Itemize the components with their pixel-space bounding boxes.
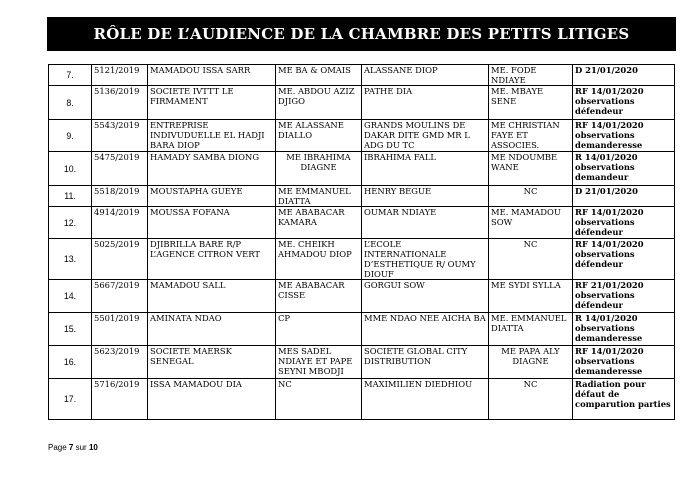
cell-case-reference: 5025/2019 xyxy=(92,239,148,280)
cell-plaintiff: MAMADOU ISSA SARR xyxy=(148,65,276,86)
cell-row-number: 9. xyxy=(49,120,92,152)
table-row xyxy=(49,65,675,86)
cell-row-number: 11. xyxy=(49,186,92,207)
table-row xyxy=(49,86,675,120)
cell-decision: RF 21/01/2020 observations défendeur xyxy=(573,280,675,313)
page-title-banner xyxy=(47,17,676,51)
cell-plaintiff-counsel: ME IBRAHIMA DIAGNE xyxy=(276,152,362,186)
cell-decision: D 21/01/2020 xyxy=(573,186,675,207)
footer-page-number: 7 xyxy=(68,443,74,452)
table-row xyxy=(49,313,675,346)
footer-page-total: 10 xyxy=(88,443,98,452)
cell-plaintiff: AMINATA NDAO xyxy=(148,313,276,346)
cell-case-reference: 5501/2019 xyxy=(92,313,148,346)
cell-plaintiff: MOUSTAPHA GUEYE xyxy=(148,186,276,207)
table-row xyxy=(49,152,675,186)
cell-case-reference: 5136/2019 xyxy=(92,86,148,120)
cell-plaintiff-counsel: CP xyxy=(276,313,362,346)
cell-plaintiff-counsel: ME ABABACAR CISSE xyxy=(276,280,362,313)
cell-case-reference: 5716/2019 xyxy=(92,379,148,420)
cell-case-reference: 5518/2019 xyxy=(92,186,148,207)
cell-plaintiff-counsel: ME. ABDOU AZIZ DJIGO xyxy=(276,86,362,120)
table-row xyxy=(49,280,675,313)
cell-defendant-counsel: ME PAPA ALY DIAGNE xyxy=(489,346,573,379)
cell-row-number: 15. xyxy=(49,313,92,346)
cell-decision: RF 14/01/2020 observations demanderesse xyxy=(573,120,675,152)
cell-defendant: SOCIETE GLOBAL CITY DISTRIBUTION xyxy=(362,346,489,379)
cell-plaintiff: HAMADY SAMBA DIONG xyxy=(148,152,276,186)
cell-row-number: 12. xyxy=(49,207,92,239)
cell-defendant: OUMAR NDIAYE xyxy=(362,207,489,239)
cell-defendant-counsel: NC xyxy=(489,239,573,280)
cell-plaintiff-counsel: ME ALASSANE DIALLO xyxy=(276,120,362,152)
cell-plaintiff-counsel: ME ABABACAR KAMARA xyxy=(276,207,362,239)
cell-decision: RF 14/01/2020 observations défendeur xyxy=(573,207,675,239)
cell-defendant: IBRAHIMA FALL xyxy=(362,152,489,186)
cell-plaintiff-counsel: NC xyxy=(276,379,362,420)
cell-decision: RF 14/01/2020 observations demanderesse xyxy=(573,346,675,379)
page-title: RÔLE DE L’AUDIENCE DE LA CHAMBRE DES PETITS LITIGES xyxy=(93,25,630,43)
table-row xyxy=(49,239,675,280)
cell-defendant-counsel: ME SYDI SYLLA xyxy=(489,280,573,313)
cell-defendant-counsel: ME. MAMADOU SOW xyxy=(489,207,573,239)
cell-row-number: 10. xyxy=(49,152,92,186)
cell-plaintiff-counsel: ME BA & OMAIS xyxy=(276,65,362,86)
cell-decision: R 14/01/2020 observations demanderesse xyxy=(573,313,675,346)
cell-plaintiff: ISSA MAMADOU DIA xyxy=(148,379,276,420)
cell-decision: RF 14/01/2020 observations défendeur xyxy=(573,239,675,280)
table-row xyxy=(49,207,675,239)
cell-defendant-counsel: NC xyxy=(489,186,573,207)
cell-plaintiff: DJIBRILLA BARE R/P L’AGENCE CITRON VERT xyxy=(148,239,276,280)
cell-defendant: HENRY BEGUE xyxy=(362,186,489,207)
table-row xyxy=(49,346,675,379)
cell-case-reference: 5121/2019 xyxy=(92,65,148,86)
cell-defendant: ALASSANE DIOP xyxy=(362,65,489,86)
cell-plaintiff: MOUSSA FOFANA xyxy=(148,207,276,239)
cell-plaintiff-counsel: ME EMMANUEL DIATTA xyxy=(276,186,362,207)
cell-row-number: 13. xyxy=(49,239,92,280)
cell-decision: Radiation pour défaut de comparution parties xyxy=(573,379,675,420)
cell-row-number: 17. xyxy=(49,379,92,420)
cell-defendant-counsel: ME. FODE NDIAYE xyxy=(489,65,573,86)
cell-plaintiff-counsel: MES SADEL NDIAYE ET PAPE SEYNI MBODJI xyxy=(276,346,362,379)
cell-case-reference: 5623/2019 xyxy=(92,346,148,379)
cell-defendant-counsel: ME. MBAYE SENE xyxy=(489,86,573,120)
cell-defendant: MME NDAO NEE AICHA BA xyxy=(362,313,489,346)
page-footer xyxy=(48,443,98,452)
cell-case-reference: 5543/2019 xyxy=(92,120,148,152)
cell-defendant: GORGUI SOW xyxy=(362,280,489,313)
cell-defendant-counsel: ME. EMMANUEL DIATTA xyxy=(489,313,573,346)
cell-defendant-counsel: ME CHRISTIAN FAYE ET ASSOCIES. xyxy=(489,120,573,152)
cell-plaintiff-counsel: ME. CHEIKH AHMADOU DIOP xyxy=(276,239,362,280)
cell-decision: D 21/01/2020 xyxy=(573,65,675,86)
cell-row-number: 7. xyxy=(49,65,92,86)
cell-defendant: MAXIMILIEN DIEDHIOU xyxy=(362,379,489,420)
table-row xyxy=(49,120,675,152)
cell-row-number: 14. xyxy=(49,280,92,313)
table-row xyxy=(49,379,675,420)
cell-row-number: 16. xyxy=(49,346,92,379)
cell-plaintiff: ENTREPRISE INDIVUDUELLE EL HADJI BARA DIOP xyxy=(148,120,276,152)
footer-page-word: Page xyxy=(48,443,67,452)
cell-case-reference: 5667/2019 xyxy=(92,280,148,313)
cell-plaintiff: SOCIETE IVTTT LE FIRMAMENT xyxy=(148,86,276,120)
cell-row-number: 8. xyxy=(49,86,92,120)
cell-plaintiff: SOCIETE MAERSK SENEGAL xyxy=(148,346,276,379)
table-row xyxy=(49,186,675,207)
cell-defendant: PATHE DIA xyxy=(362,86,489,120)
cell-decision: R 14/01/2020 observations demandeur xyxy=(573,152,675,186)
cell-defendant-counsel: NC xyxy=(489,379,573,420)
hearing-roll-table xyxy=(48,64,675,420)
cell-defendant-counsel: ME NDOUMBE WANE xyxy=(489,152,573,186)
cell-case-reference: 4914/2019 xyxy=(92,207,148,239)
cell-decision: RF 14/01/2020 observations défendeur xyxy=(573,86,675,120)
cell-defendant: L’ECOLE INTERNATIONALE D’ESTHETIQUE R/ OUMY DIOUF xyxy=(362,239,489,280)
cell-case-reference: 5475/2019 xyxy=(92,152,148,186)
cell-plaintiff: MAMADOU SALL xyxy=(148,280,276,313)
footer-sep: sur xyxy=(75,443,87,452)
cell-defendant: GRANDS MOULINS DE DAKAR DITE GMD MR L ADG DU TC xyxy=(362,120,489,152)
